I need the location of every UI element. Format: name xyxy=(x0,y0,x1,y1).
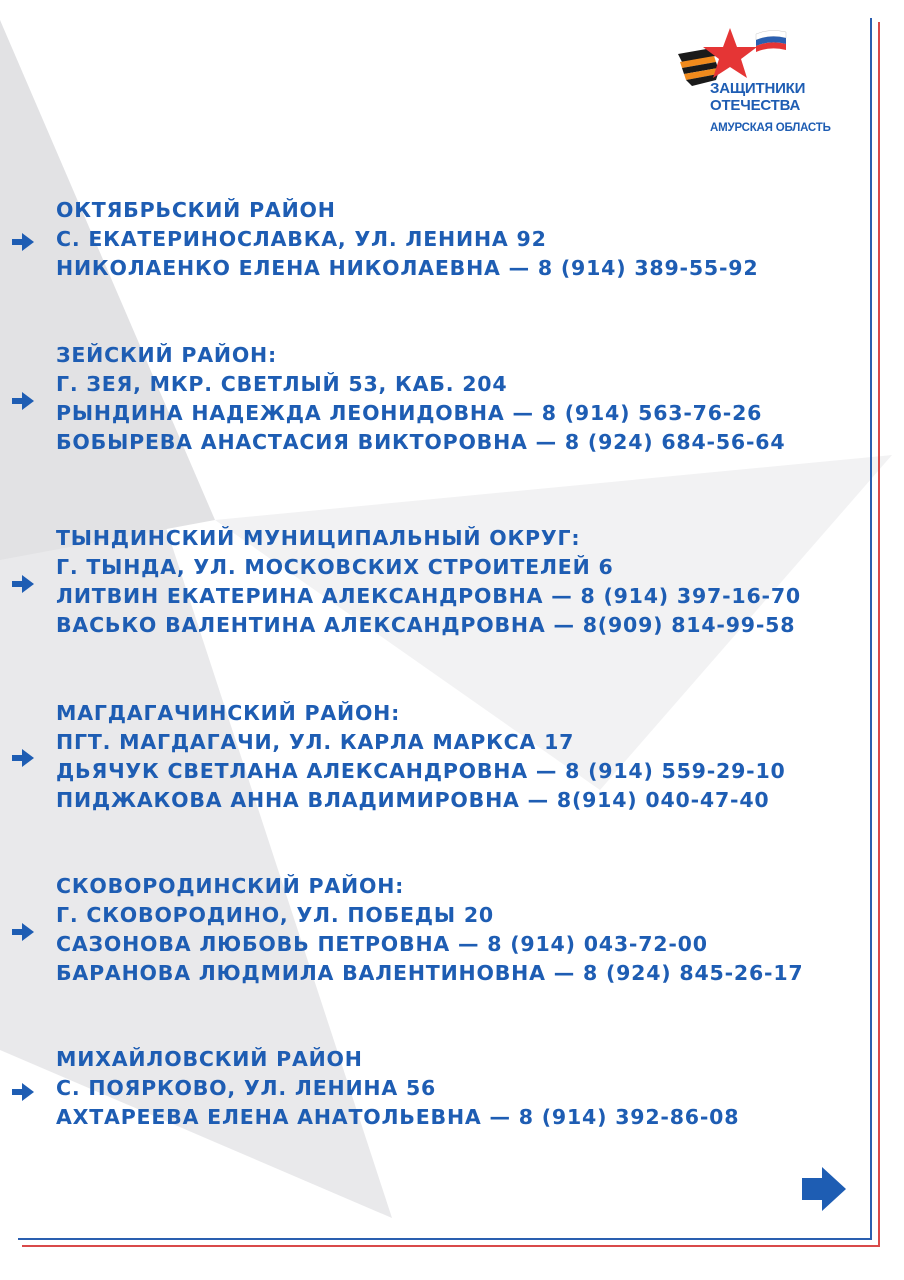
brand-title xyxy=(710,80,805,114)
arrow-right-icon xyxy=(12,1083,36,1101)
contact-person: АХТАРЕЕВА ЕЛЕНА АНАТОЛЬЕВНА — 8 (914) 392-86-08 xyxy=(56,1105,740,1129)
district-name: МИХАЙЛОВСКИЙ РАЙОН xyxy=(56,1047,363,1071)
contact-section xyxy=(56,341,785,457)
arrow-right-icon xyxy=(12,233,36,251)
address: ПГТ. МАГДАГАЧИ, УЛ. КАРЛА МАРКСА 17 xyxy=(56,730,575,754)
contact-person: РЫНДИНА НАДЕЖДА ЛЕОНИДОВНА — 8 (914) 563-76-26 xyxy=(56,401,763,425)
contact-person: ДЬЯЧУК СВЕТЛАНА АЛЕКСАНДРОВНА — 8 (914) 559-29-10 xyxy=(56,759,786,783)
frame-right-blue xyxy=(870,18,872,1240)
district-name: ОКТЯБРЬСКИЙ РАЙОН xyxy=(56,198,336,222)
address: С. ПОЯРКОВО, УЛ. ЛЕНИНА 56 xyxy=(56,1076,437,1100)
brand-logo xyxy=(672,22,872,142)
frame-bottom-red xyxy=(22,1245,880,1247)
district-name: ТЫНДИНСКИЙ МУНИЦИПАЛЬНЫЙ ОКРУГ: xyxy=(56,526,581,550)
arrow-right-icon xyxy=(12,575,36,593)
contact-person: БОБЫРЕВА АНАСТАСИЯ ВИКТОРОВНА — 8 (924) 684-56-64 xyxy=(56,430,786,454)
contact-person: ПИДЖАКОВА АННА ВЛАДИМИРОВНА — 8(914) 040-47-40 xyxy=(56,788,770,812)
district-name: ЗЕЙСКИЙ РАЙОН: xyxy=(56,343,278,367)
address: Г. СКОВОРОДИНО, УЛ. ПОБЕДЫ 20 xyxy=(56,903,494,927)
contact-section xyxy=(56,872,803,988)
brand-title-line2: ОТЕЧЕСТВА xyxy=(710,97,801,114)
contact-person: ВАСЬКО ВАЛЕНТИНА АЛЕКСАНДРОВНА — 8(909) 814-99-58 xyxy=(56,613,796,637)
arrow-right-icon xyxy=(12,749,36,767)
address: Г. ЗЕЯ, МКР. СВЕТЛЫЙ 53, КАБ. 204 xyxy=(56,372,508,396)
contact-section xyxy=(56,196,758,283)
brand-title-line1: ЗАЩИТНИКИ xyxy=(710,80,806,97)
contact-person: НИКОЛАЕНКО ЕЛЕНА НИКОЛАЕВНА — 8 (914) 389-55-92 xyxy=(56,256,759,280)
contact-section xyxy=(56,699,786,815)
brand-region: АМУРСКАЯ ОБЛАСТЬ xyxy=(710,122,831,134)
frame-bottom-blue xyxy=(18,1238,872,1240)
address: Г. ТЫНДА, УЛ. МОСКОВСКИХ СТРОИТЕЛЕЙ 6 xyxy=(56,555,614,579)
district-name: МАГДАГАЧИНСКИЙ РАЙОН: xyxy=(56,701,401,725)
address: С. ЕКАТЕРИНОСЛАВКА, УЛ. ЛЕНИНА 92 xyxy=(56,227,547,251)
contact-section xyxy=(56,1045,739,1132)
district-name: СКОВОРОДИНСКИЙ РАЙОН: xyxy=(56,874,405,898)
arrow-right-icon xyxy=(12,392,36,410)
contact-person: САЗОНОВА ЛЮБОВЬ ПЕТРОВНА — 8 (914) 043-72-00 xyxy=(56,932,708,956)
next-page-arrow-icon[interactable] xyxy=(800,1166,848,1212)
contact-person: ЛИТВИН ЕКАТЕРИНА АЛЕКСАНДРОВНА — 8 (914) 397-16-70 xyxy=(56,584,801,608)
arrow-right-icon xyxy=(12,923,36,941)
contact-section xyxy=(56,524,801,640)
frame-right-red xyxy=(878,22,880,1246)
contact-person: БАРАНОВА ЛЮДМИЛА ВАЛЕНТИНОВНА — 8 (924) 845-26-17 xyxy=(56,961,804,985)
